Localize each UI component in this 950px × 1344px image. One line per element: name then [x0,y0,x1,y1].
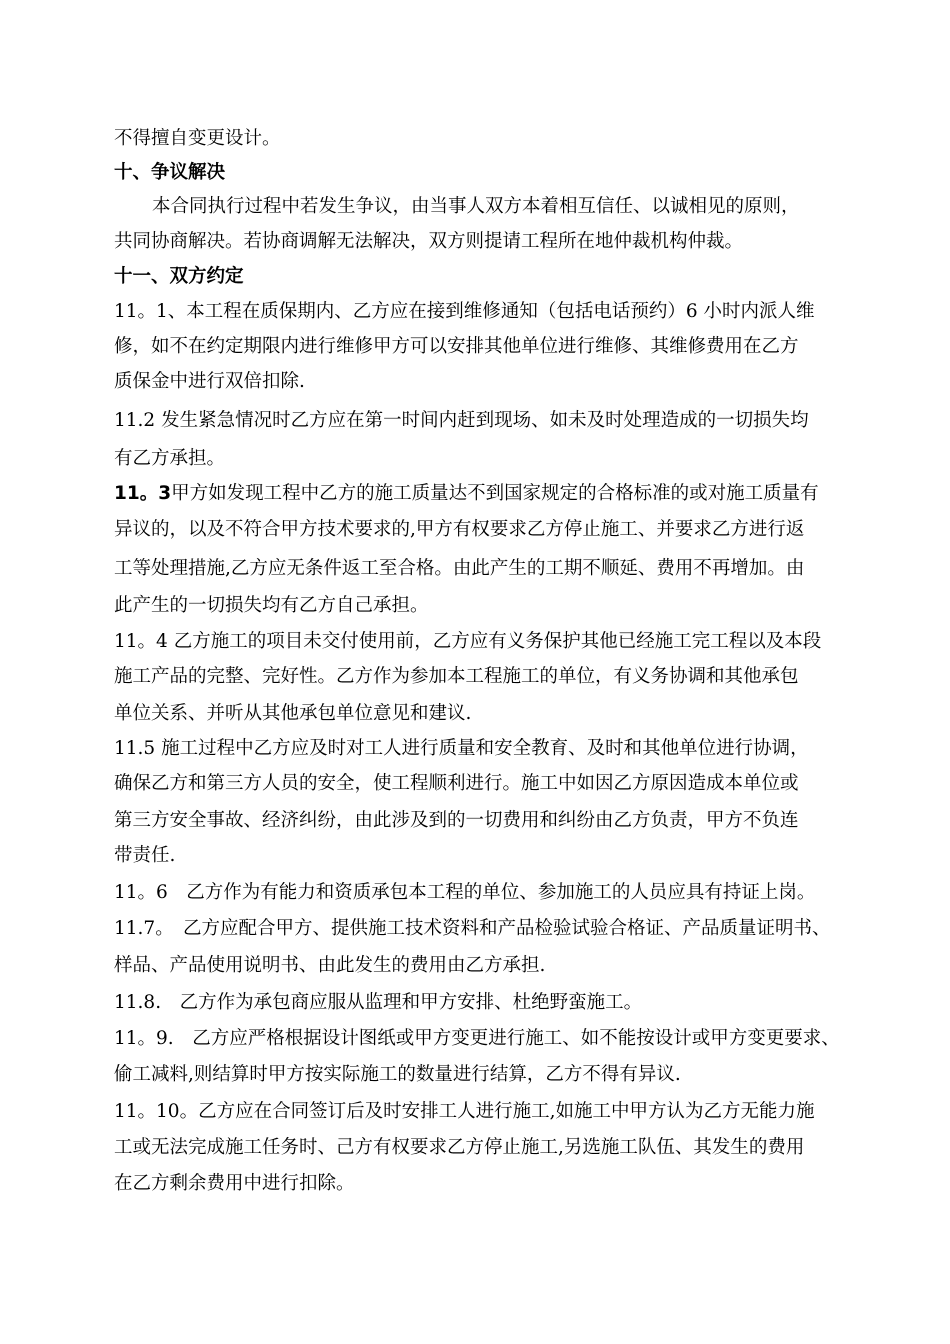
clause-text: 甲方如发现工程中乙方的施工质量达不到国家规定的合格标准的或对施工质量有 [171,483,819,504]
text-line: 异议的，以及不符合甲方技术要求的,甲方有权要求乙方停止施工、并要求乙方进行返 [114,519,805,540]
text-line: 共同协商解决。若协商调解无法解决，双方则提请工程所在地仲裁机构仲裁。 [114,231,744,252]
text-line: 单位关系、并听从其他承包单位意见和建议. [114,703,472,724]
text-line: 11.5 施工过程中乙方应及时对工人进行质量和安全教育、及时和其他单位进行协调， [114,738,809,759]
text-line: 本合同执行过程中若发生争议，由当事人双方本着相互信任、以诚相见的原则， [152,196,800,217]
text-line: 11。10。乙方应在合同签订后及时安排工人进行施工,如施工中甲方认为乙方无能力施 [114,1101,815,1122]
text-line: 样品、产品使用说明书、由此发生的费用由乙方承担. [114,955,546,976]
text-line: 11。9. 乙方应严格根据设计图纸或甲方变更进行施工、如不能按设计或甲方变更要求、 [114,1028,840,1049]
text-line: 11。6 乙方作为有能力和资质承包本工程的单位、参加施工的人员应具有持证上岗。 [114,882,816,903]
text-line: 工或无法完成施工任务时、己方有权要求乙方停止施工,另选施工队伍、其发生的费用 [114,1137,805,1158]
text-line [114,481,819,507]
text-line: 工等处理措施,乙方应无条件返工至合格。由此产生的工期不顺延、费用不再增加。由 [114,558,805,579]
text-line: 11.7。 乙方应配合甲方、提供施工技术资料和产品检验试验合格证、产品质量证明书、 [114,918,831,939]
text-line: 11。1、本工程在质保期内、乙方应在接到维修通知（包括电话预约）6 小时内派人维 [114,301,815,322]
text-line: 施工产品的完整、完好性。乙方作为参加本工程施工的单位，有义务协调和其他承包 [114,666,799,687]
clause-number: 11。3 [114,483,172,504]
text-line: 11.2 发生紧急情况时乙方应在第一时间内赶到现场、如未及时处理造成的一切损失均 [114,410,809,431]
text-line: 第三方安全事故、经济纠纷，由此涉及到的一切费用和纠纷由乙方负责，甲方不负连 [114,810,799,831]
text-line: 带责任. [114,845,176,866]
text-line: 偷工减料,则结算时甲方按实际施工的数量进行结算，乙方不得有异议. [114,1064,681,1085]
text-line: 11.8. 乙方作为承包商应服从监理和甲方安排、杜绝野蛮施工。 [114,992,643,1013]
section-heading: 十、争议解决 [114,162,226,183]
text-line: 质保金中进行双倍扣除. [114,371,305,392]
section-heading: 十一、双方约定 [114,266,244,287]
text-line: 有乙方承担。 [114,448,226,469]
text-line: 不得擅自变更设计。 [114,128,281,149]
text-line: 在乙方剩余费用中进行扣除。 [114,1173,355,1194]
text-line: 确保乙方和第三方人员的安全，使工程顺利进行。施工中如因乙方原因造成本单位或 [114,773,799,794]
text-line: 11。4 乙方施工的项目未交付使用前，乙方应有义务保护其他已经施工完工程以及本段 [114,631,822,652]
text-line: 修，如不在约定期限内进行维修甲方可以安排其他单位进行维修、其维修费用在乙方 [114,336,799,357]
text-line: 此产生的一切损失均有乙方自己承担。 [114,595,429,616]
